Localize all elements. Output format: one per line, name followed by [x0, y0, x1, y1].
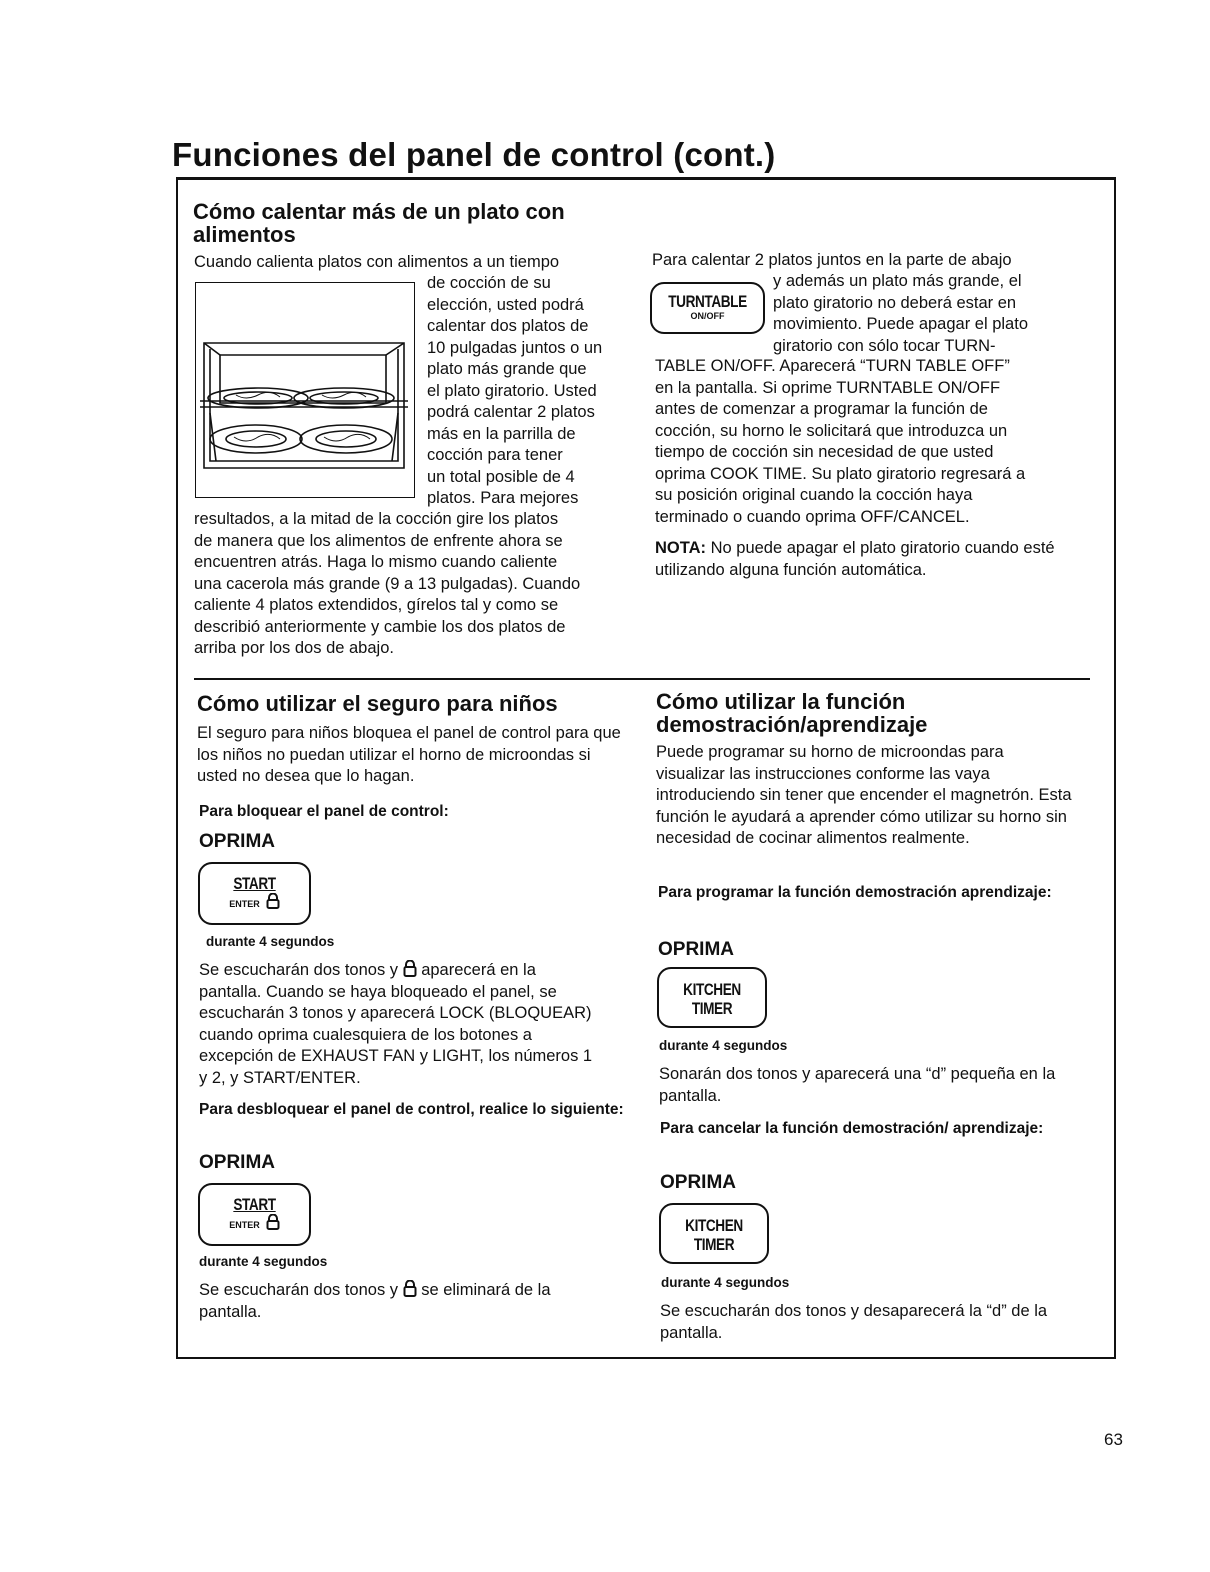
oprima-label: OPRIMA [660, 1172, 736, 1193]
button-sublabel: ENTER [229, 899, 260, 909]
paragraph-line: plato giratorio no deberá estar en [773, 293, 1017, 312]
duration-label: durante 4 segundos [661, 1275, 790, 1290]
oprima-label: OPRIMA [199, 831, 275, 852]
button-label: START [233, 1195, 276, 1214]
paragraph: Sonarán dos tonos y aparecerá una “d” pequeña en la pantalla. [659, 1065, 1056, 1105]
paragraph-line: oprima COOK TIME. Su plato giratorio regresará a [655, 464, 1026, 483]
lock-icon [266, 1214, 280, 1230]
paragraph-line: antes de comenzar a programar la función de [655, 400, 988, 418]
paragraph-line: terminado o cuando oprima OFF/CANCEL. [655, 507, 970, 526]
button-label: TIMER [691, 999, 733, 1018]
duration-label: durante 4 segundos [659, 1038, 788, 1053]
paragraph-line: elección, usted podrá [427, 295, 584, 314]
instruction-label: Para bloquear el panel de control: [199, 803, 449, 820]
paragraph-line: 10 pulgadas juntos o un [427, 338, 603, 357]
duration-label: durante 4 segundos [199, 1254, 328, 1269]
paragraph: Puede programar su horno de microondas para visualizar las instrucciones conforme las vaya introduciendo sin tener que encender el magnetrón. Esta función le ayudará a aprender cómo utilizar su horno sin necesidad de cocinar alimentos realmente. [656, 743, 1072, 847]
paragraph-line: encuentren atrás. Haga lo mismo cuando caliente [194, 553, 558, 571]
lock-icon [403, 960, 417, 977]
paragraph-line: describió anteriormente y cambie los dos platos de [194, 617, 566, 636]
paragraph-line: su posición original cuando la cocción haya [655, 486, 973, 504]
paragraph-line: más en la parrilla de [427, 424, 576, 443]
paragraph-line: podrá calentar 2 platos [427, 403, 595, 421]
paragraph-line: TABLE ON/OFF. Aparecerá “TURN TABLE OFF” [655, 357, 1010, 375]
paragraph-line: resultados, a la mitad de la cocción gire los platos [194, 510, 559, 528]
instruction-label: Para cancelar la función demostración/ aprendizaje: [660, 1120, 1044, 1137]
section-demo-mode [656, 690, 1076, 850]
paragraph-line: de cocción de su [427, 274, 551, 292]
paragraph: El seguro para niños bloquea el panel de control para que los niños no puedan utilizar el horno de microondas si usted no desea que lo hagan. [197, 724, 621, 785]
start-enter-button [198, 862, 311, 925]
section-child-lock [197, 692, 627, 788]
lock-icon [403, 1280, 417, 1297]
paragraph-right-of-image [427, 273, 637, 510]
paragraph-line: giratorio con sólo tocar TURN- [773, 336, 996, 355]
paragraph-lock-result [199, 960, 594, 1089]
paragraph-line: movimiento. Puede apagar el plato [773, 315, 1028, 333]
oprima-wrap [658, 939, 734, 961]
section-multiple-plates [193, 200, 633, 246]
section-heading: Cómo utilizar el seguro para niños [197, 691, 558, 716]
paragraph-line: cocción para tener [427, 446, 563, 464]
text-part: Se escucharán dos tonos y [199, 961, 403, 979]
oprima-wrap [199, 1152, 275, 1174]
paragraph-line: en la pantalla. Si oprime TURNTABLE ON/OFF [655, 378, 1001, 397]
page-title: Funciones del panel de control (cont.) [172, 136, 776, 173]
lock-icon [266, 893, 280, 909]
kitchen-timer-button [657, 967, 767, 1028]
paragraph-line: y además un plato más grande, el [773, 272, 1022, 290]
oprima-label: OPRIMA [199, 1152, 275, 1173]
button-sublabel: ON/OFF [690, 311, 725, 321]
paragraph-below-image [194, 509, 639, 660]
button-label: TIMER [693, 1235, 735, 1254]
section-heading: Cómo calentar más de un plato con alimentos [193, 199, 565, 247]
paragraph-line: una cacerola más grande (9 a 13 pulgadas). Cuando [194, 574, 581, 593]
button-label: KITCHEN [685, 1216, 743, 1235]
paragraph-turntable [655, 356, 1085, 528]
text-part: se eliminará de la pantalla. [199, 1281, 551, 1321]
paragraph-line: platos. Para mejores [427, 489, 579, 507]
section-divider [194, 678, 1090, 680]
paragraph-line: un total posible de 4 [427, 467, 575, 486]
kitchen-timer-button [659, 1203, 769, 1264]
note-text: No puede apagar el plato giratorio cuando esté utilizando alguna función automática. [655, 539, 1055, 579]
instruction-label: Para programar la función demostración aprendizaje: [658, 884, 1052, 901]
paragraph-line: de manera que los alimentos de enfrente ahora se [194, 531, 563, 550]
section-heading: Cómo utilizar la función demostración/aprendizaje [656, 689, 928, 737]
note-label: NOTA: [655, 539, 707, 557]
button-label: START [233, 874, 276, 893]
button-label: KITCHEN [683, 980, 741, 999]
page-number: 63 [1104, 1430, 1123, 1449]
paragraph-line: Cuando calienta platos con alimentos a un tiempo [194, 253, 560, 271]
paragraph-line: caliente 4 platos extendidos, gírelos tal y como se [194, 596, 559, 614]
paragraph-line: cocción, su horno le solicitará que introduzca un [655, 421, 1008, 440]
start-enter-button [198, 1183, 311, 1246]
oprima-wrap [660, 1172, 736, 1194]
paragraph: Se escucharán dos tonos y desaparecerá la “d” de la pantalla. [660, 1302, 1048, 1342]
text-part: Se escucharán dos tonos y [199, 1281, 403, 1299]
instruction-label: Para desbloquear el panel de control, realice lo siguiente: [199, 1101, 624, 1118]
oprima-wrap [199, 831, 275, 853]
paragraph-line: calentar dos platos de [427, 317, 589, 335]
paragraph-line: plato más grande que [427, 360, 587, 378]
button-sublabel: ENTER [229, 1220, 260, 1230]
oprima-label: OPRIMA [658, 939, 734, 960]
paragraph-line: Para calentar 2 platos juntos en la parte de abajo [652, 251, 1012, 269]
duration-label: durante 4 segundos [206, 934, 335, 949]
button-label: TURNTABLE [668, 292, 747, 311]
paragraph-unlock-result [199, 1280, 594, 1323]
text-part: aparecerá en la pantalla. Cuando se haya bloqueado el panel, se escucharán 3 tonos y aparecerá LOCK (BLOQUEAR) cuando oprima cualesquiera de los botones a excepción de EXHAUST FAN y LIGHT, los números 1 y 2, y START/ENTER. [199, 961, 593, 1087]
paragraph-right-of-button [773, 271, 1083, 357]
oven-interior-icon [196, 283, 413, 496]
paragraph-line: tiempo de cocción sin necesidad de que usted [655, 443, 994, 461]
oven-illustration [195, 282, 415, 498]
turntable-button [650, 282, 765, 334]
paragraph-line: el plato giratorio. Usted [427, 381, 597, 400]
note-paragraph [655, 538, 1080, 581]
paragraph-line: arriba por los dos de abajo. [194, 639, 394, 657]
